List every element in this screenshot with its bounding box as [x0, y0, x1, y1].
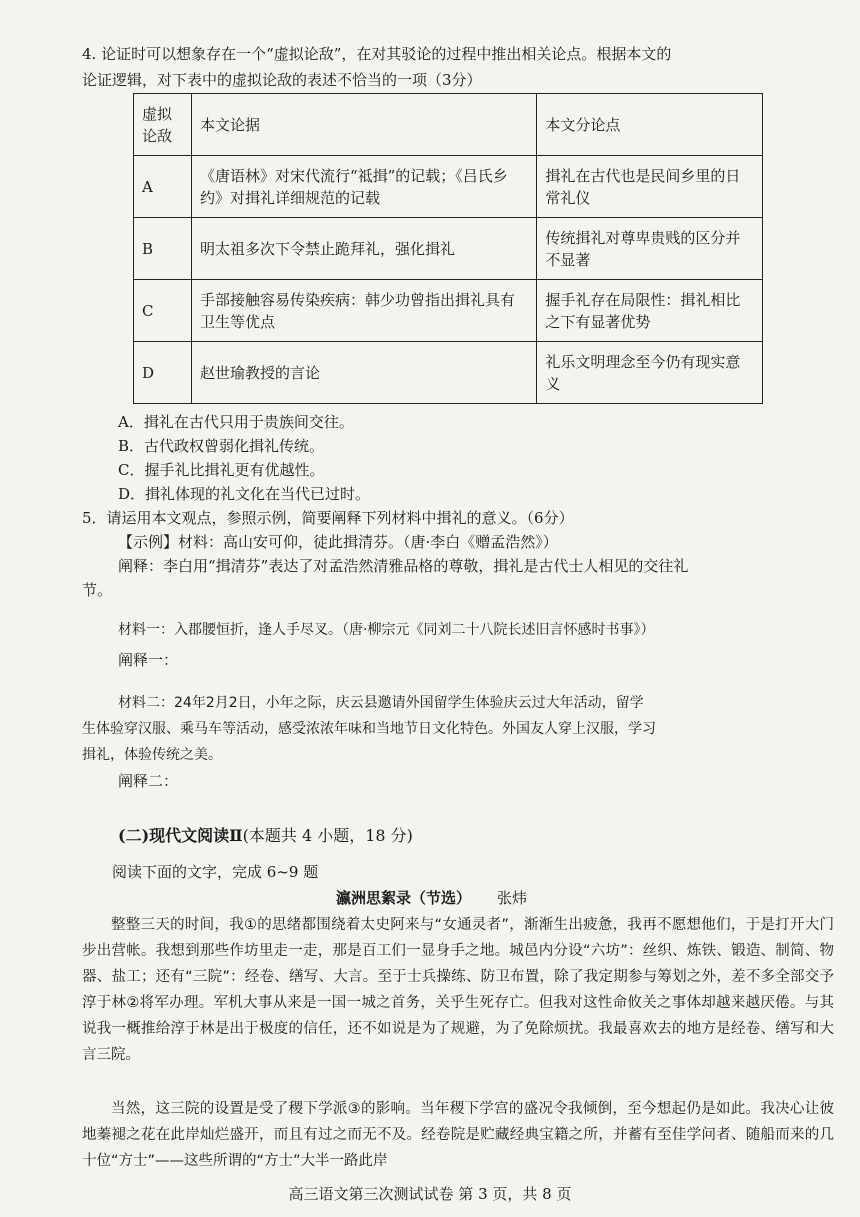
material-1: 材料一：入郡腰恒折，逢人手尽叉。（唐·柳宗元《同刘二十八院长述旧言怀感时书事》）: [118, 622, 655, 638]
reading-instruction: 阅读下面的文字，完成 6~9 题: [112, 863, 319, 881]
table-header-cell: 本文论据: [191, 94, 536, 156]
table-header-cell: 虚拟论敌: [134, 94, 192, 156]
table-cell: 传统揖礼对尊卑贵贱的区分并不显著: [537, 218, 763, 280]
table-header-row: [134, 94, 763, 156]
virtual-opponent-table: [133, 93, 763, 404]
passage-author: 张炜: [497, 889, 528, 907]
table-cell: 手部接触容易传染疾病：韩少功曾指出揖礼具有卫生等优点: [191, 280, 536, 342]
material-2-line3: 揖礼，体验传统之美。: [82, 747, 222, 763]
table-cell: 赵世瑜教授的言论: [191, 342, 536, 404]
page-footer: 高三语文第三次测试试卷 第 3 页，共 8 页: [288, 1185, 572, 1203]
option-b: B．古代政权曾弱化揖礼传统。: [118, 437, 325, 455]
table-cell: 礼乐文明理念至今仍有现实意义: [537, 342, 763, 404]
example-explanation-line1: 阐释：李白用“揖清芬”表达了对孟浩然清雅品格的尊敬，揖礼是古代士人相见的交往礼: [118, 557, 689, 575]
material-2-line1: 材料二：24年2月2日，小年之际，庆云县邀请外国留学生体验庆云过大年活动，留学: [118, 695, 644, 711]
passage-title-text: 瀛洲思絮录（节选）: [336, 889, 472, 907]
table-cell: B: [134, 218, 192, 280]
table-cell: 《唐语林》对宋代流行“祗揖”的记载；《吕氏乡约》对揖礼详细规范的记载: [191, 156, 536, 218]
explanation-2-label: 阐释二：: [118, 772, 179, 790]
table-cell: C: [134, 280, 192, 342]
section-heading-title: (二)现代文阅读Ⅱ: [118, 826, 243, 845]
passage-title: [336, 888, 527, 908]
question-4-stem-line1: 4. 论证时可以想象存在一个“虚拟论敌”，在对其驳论的过程中推出相关论点。根据本文的: [82, 45, 672, 63]
passage-paragraph-2: 当然，这三院的设置是受了稷下学派③的影响。当年稷下学宫的盛况令我倾倒，至今想起仍是如此。我决心让彼地蓁褪之花在此岸灿烂盛开，而且有过之而无不及。经卷院是贮藏经典宝籍之所，并蓄有至佳学问者、随船而来的几十位“方士”——这些所谓的“方士”大半一路此岸: [82, 1101, 834, 1169]
material-2-line2: 生体验穿汉服、乘马车等活动，感受浓浓年味和当地节日文化特色。外国友人穿上汉服，学习: [82, 721, 656, 737]
question-4-stem-line2: 论证逻辑，对下表中的虚拟论敌的表述不恰当的一项（3分）: [82, 71, 482, 89]
section-heading-note: (本题共 4 小题，18 分): [242, 826, 413, 845]
table-row: [134, 218, 763, 280]
explanation-1-label: 阐释一：: [118, 651, 179, 669]
example-material: 【示例】材料：高山安可仰，徒此揖清芬。（唐·李白《赠孟浩然》）: [118, 533, 558, 551]
passage-paragraph-1: 整整三天的时间，我①的思绪都围绕着太史阿来与“女通灵者”，渐渐生出疲惫，我再不愿想他们，于是打开大门步出营帐。我想到那些作坊里走一走，那是百工们一显身手之地。城邑内分设“六坊”：丝织、炼铁、锻造、制简、物器、盐工；还有“三院”：经卷、缮写、大言。至于士兵操练、防卫布置，除了我定期参与筹划之外，差不多全部交予淳于林②将军办理。军机大事从来是一国一城之首务，关乎生死存亡。但我对这性命攸关之事体却越来越厌倦。与其说我一概推给淳于林是出于极度的信任，还不如说是为了规避，为了免除烦扰。我最喜欢去的地方是经卷、缮写和大言三院。: [82, 917, 834, 1063]
table-cell: 握手礼存在局限性：揖礼相比之下有显著优势: [537, 280, 763, 342]
table-row: [134, 156, 763, 218]
option-d: D．揖礼体现的礼文化在当代已过时。: [118, 485, 371, 503]
table-row: [134, 280, 763, 342]
table-cell: 揖礼在古代也是民间乡里的日常礼仪: [537, 156, 763, 218]
table-row: [134, 342, 763, 404]
table-header-cell: 本文分论点: [537, 94, 763, 156]
option-c: C．握手礼比揖礼更有优越性。: [118, 461, 325, 479]
table-cell: A: [134, 156, 192, 218]
question-5-stem: 5．请运用本文观点，参照示例，简要阐释下列材料中揖礼的意义。（6分）: [82, 509, 574, 527]
section-heading: [118, 826, 413, 846]
table-cell: D: [134, 342, 192, 404]
example-explanation-line2: 节。: [82, 581, 113, 599]
table-cell: 明太祖多次下令禁止跪拜礼，强化揖礼: [191, 218, 536, 280]
option-a: A．揖礼在古代只用于贵族间交往。: [118, 413, 354, 431]
